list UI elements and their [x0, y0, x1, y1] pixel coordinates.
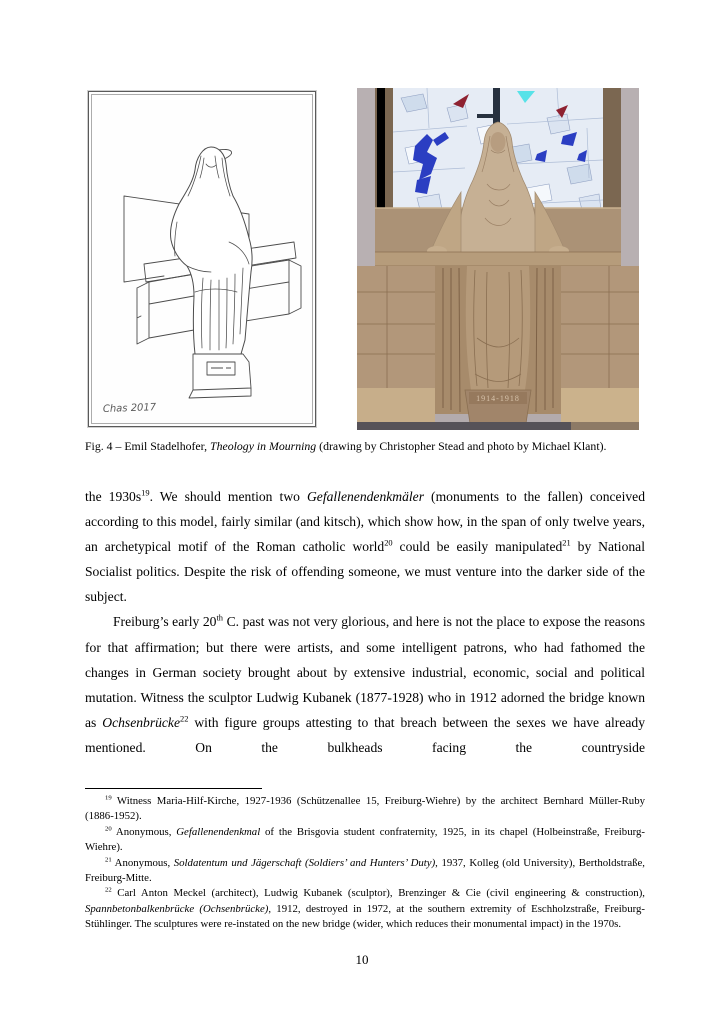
footnote: $^{21}$ Anonymous, Soldatentum und Jägerschaft (Soldiers’ and Hunters’ Duty), 1937, Kolleg (old University), Bertholdstraße, Freiburg-Mitte.: [85, 856, 646, 885]
page-number: 10: [355, 952, 369, 967]
footnotes: [85, 794, 645, 933]
figure-caption: Fig. 4 – Emil Stadelhofer, Theology in Mourning (drawing by Christopher Stead and photo by Michael Klant).: [85, 439, 607, 453]
body-text: [85, 484, 645, 760]
paragraph: the $1930s^{19}$. We should mention two Gefallenendenkmäler (monuments to the fallen) conceived according to this model, fairly similar (and kitsch), which show how, in the span of only twelve years, an archetypical motif of the Roman catholic world$^{20}$ could be easily manipulated$^{21}$ by National Socialist politics. Despite the risk of offending someone, we must venture into the darker side of the subject.: [85, 487, 645, 605]
footnote: $^{22}$ Carl Anton Meckel (architect), Ludwig Kubanek (sculptor), Brenzinger & Cie (civil engineering & construction), Spannbetonbalkenbrücke (Ochsenbrücke), 1912, destroyed in 1972, at the southern extremity of Eschholzstraße, Freiburg-Stühlinger. The sculptures were re-instated on the new bridge (wider, which reduces their monumental impact) in the 1970s.: [85, 886, 645, 931]
memorial-inscription: 1914-1918: [476, 394, 520, 403]
photo-render: [357, 88, 639, 430]
footnote: $^{20}$ Anonymous, Gefallenendenkmal of the Brisgovia student confraternity, 1925, in its chapel (Holbeinstraße, Freiburg-Wiehre).: [85, 825, 645, 854]
photo-image: [357, 88, 639, 430]
footnote: $^{19}$ Witness Maria-Hilf-Kirche, 1927-1936 (Schützenallee 15, Freiburg-Wiehre) by the architect Bernhard Müller-Ruby (1886-1952).: [85, 794, 645, 823]
drawing-image: [88, 91, 316, 427]
drawing-sketch: [89, 92, 315, 426]
drawing-signature: Chas 2017: [102, 402, 157, 415]
footnote-separator: [85, 788, 262, 789]
paragraph: Freiburg’s early 20th C. past was not very glorious, and here is not the place to expose the reasons for that affirmation; but there were artists, and some intelligent patrons, who had fathomed the changes in German society brought about by extensive industrial, economic, social and political mutation. Witness the sculptor Ludwig Kubanek (1877-1928) who in 1912 adorned the bridge known as Ochsenbrücke$^{22}$ with figure groups attesting to that breach between the sexes we have already mentioned. On the bulkheads facing the countryside: [85, 612, 645, 755]
